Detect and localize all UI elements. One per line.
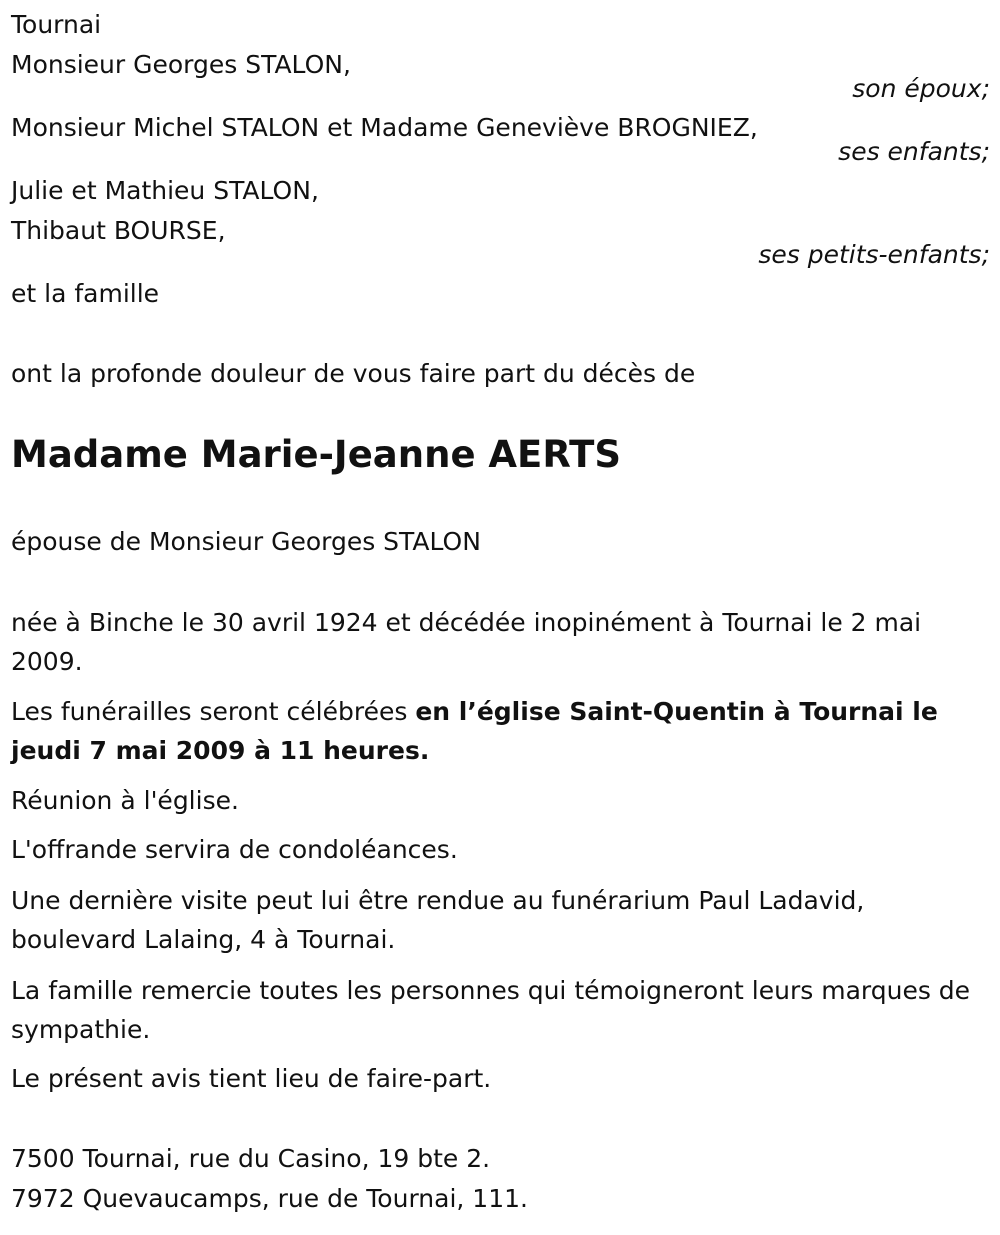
family-others: et la famille <box>11 279 160 308</box>
note-reunion: Réunion à l'église. <box>11 786 239 815</box>
address-tournai: 7500 Tournai, rue du Casino, 19 bte 2. <box>11 1144 491 1173</box>
note-faire-part: Le présent avis tient lieu de faire-part. <box>11 1064 492 1093</box>
grandchild-1: Julie et Mathieu STALON, <box>11 176 319 205</box>
funeral-intro: Les funérailles seront célébrées <box>11 697 416 726</box>
announcement-text: ont la profonde douleur de vous faire part du décès de <box>11 359 696 388</box>
funeral-details: en l’église Saint-Quentin à Tournai le jeudi 7 mai 2009 à 11 heures. <box>11 697 938 765</box>
children-names: Monsieur Michel STALON et Madame Geneviève BROGNIEZ, <box>11 113 758 142</box>
deceased-name: Madame Marie-Jeanne AERTS <box>11 433 622 476</box>
birth-death-paragraph: née à Binche le 30 avril 1924 et décédée inopinément à Tournai le 2 mai 2009. <box>11 608 922 676</box>
city-label: Tournai <box>11 10 102 39</box>
spouse-name: Monsieur Georges STALON, <box>11 50 351 79</box>
spouse-role: son époux; <box>852 74 990 103</box>
grandchildren-role: ses petits-enfants; <box>758 240 990 269</box>
deceased-spouse-line: épouse de Monsieur Georges STALON <box>11 527 481 556</box>
note-visite: Une dernière visite peut lui être rendue au funérarium Paul Ladavid, boulevard Lalaing, 4 à Tournai. <box>11 886 865 954</box>
children-role: ses enfants; <box>838 137 990 166</box>
note-offrande: L'offrande servira de condoléances. <box>11 835 458 864</box>
funeral-paragraph <box>11 692 986 770</box>
grandchild-2: Thibaut BOURSE, <box>11 216 226 245</box>
address-quevaucamps: 7972 Quevaucamps, rue de Tournai, 111. <box>11 1184 528 1213</box>
note-remerciements: La famille remercie toutes les personnes qui témoigneront leurs marques de sympathie. <box>11 976 971 1044</box>
